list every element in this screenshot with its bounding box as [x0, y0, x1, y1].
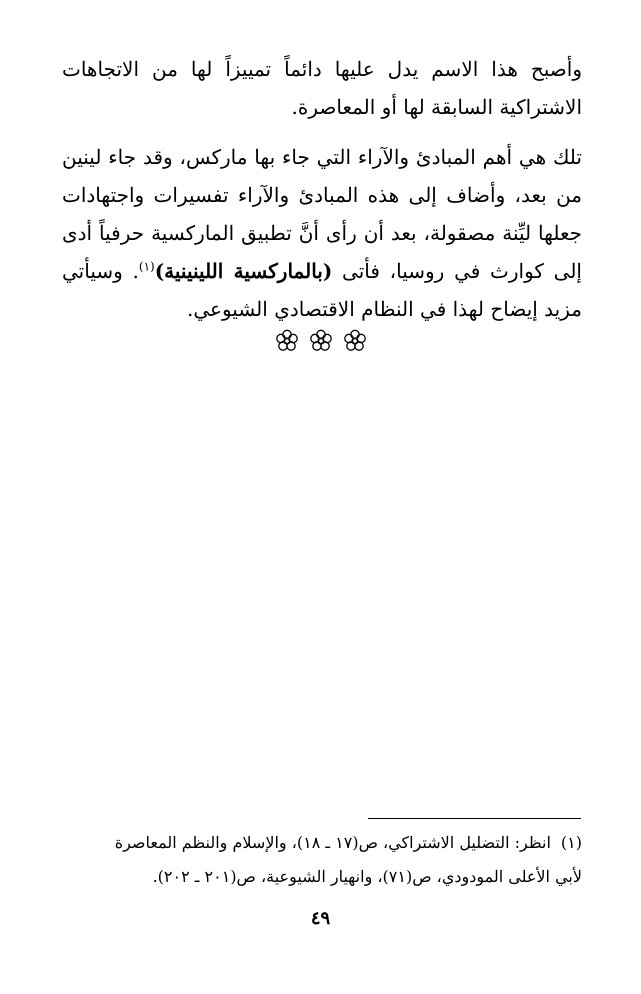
- paragraph-2-text: تلك هي أهم المبادئ والآراء التي جاء بها ماركس، وقد جاء لينين من بعد، وأضاف إلى هذه المبادئ والآراء تفسيرات واجتهادات جعلها ليِّنة مصقولة، بعد أن رأى أنَّ تطبيق الماركسية حرفياً أدى إلى كوارث في روسيا، فأتى: [62, 145, 582, 283]
- rosette-icon: [308, 328, 334, 354]
- section-divider: [0, 328, 641, 354]
- footnote-reference: (١): [138, 259, 155, 274]
- bold-term: (بالماركسية اللينينية): [154, 259, 333, 283]
- main-text: [62, 50, 582, 328]
- footnote-line-2: لأبي الأعلى المودودي، ص(٧١)، وانهيار الشيوعية، ص(٢٠١ ـ ٢٠٢).: [152, 867, 582, 886]
- footnote: [62, 826, 582, 894]
- rosette-icon: [342, 328, 368, 354]
- paragraph-2: [62, 138, 582, 328]
- footnote-separator: [368, 818, 581, 819]
- footnote-number: (١): [560, 833, 582, 852]
- footnote-line-1: [62, 826, 582, 860]
- paragraph-1-text: وأصبح هذا الاسم يدل عليها دائماً تمييزاً لها من الاتجاهات الاشتراكية السابقة لها أو المعاصرة.: [62, 57, 583, 119]
- paragraph-1: [62, 50, 582, 126]
- footnote-text-1: انظر: التضليل الاشتراكي، ص(١٧ ـ ١٨)، والإسلام والنظم المعاصرة: [114, 833, 551, 852]
- rosette-icon: [274, 328, 300, 354]
- paragraph-2-tail: . وسيأتي مزيد إيضاح لهذا في النظام الاقتصادي الشيوعي.: [62, 259, 582, 321]
- page-number: ٤٩: [310, 908, 331, 929]
